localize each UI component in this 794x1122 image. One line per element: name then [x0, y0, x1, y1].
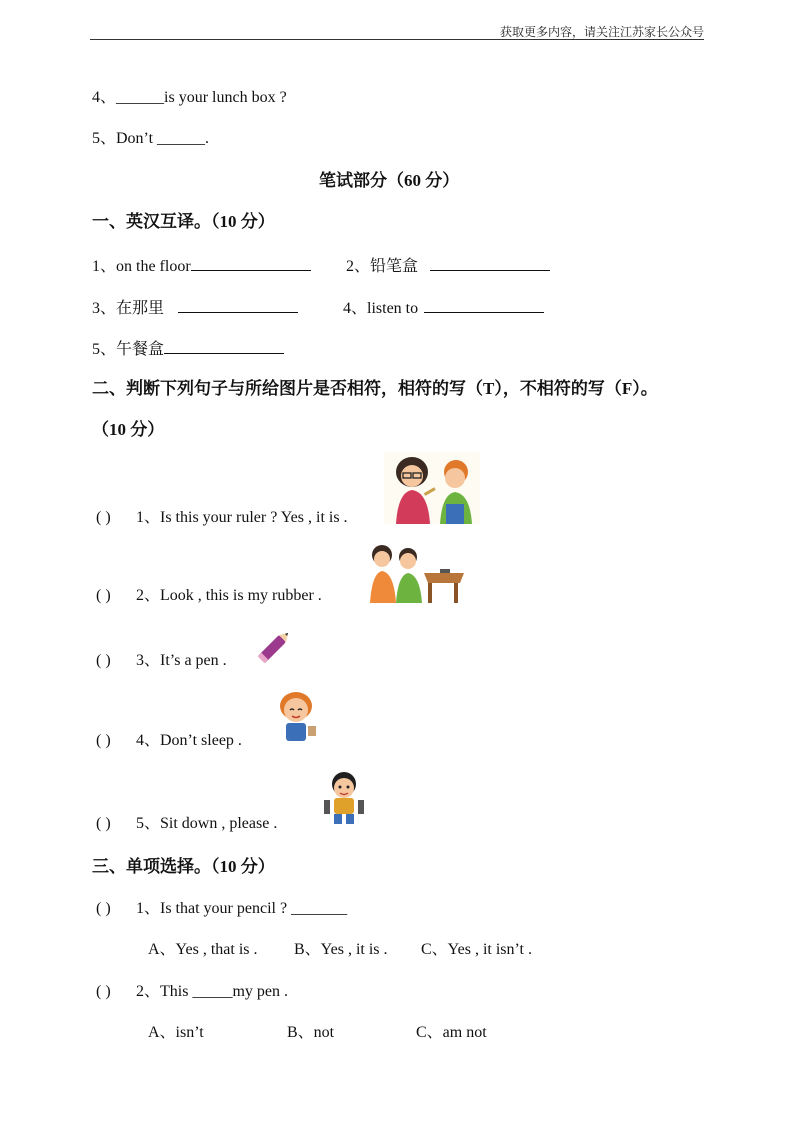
s3-q1	[96, 899, 347, 919]
s1-item-1-blank[interactable]	[191, 254, 311, 271]
s1-item-4-label: 4、listen to	[343, 300, 419, 317]
written-section-title: 笔试部分（60 分）	[319, 171, 460, 190]
s2-item-1-paren[interactable]: ( )	[96, 509, 111, 526]
q5-blank: ______	[157, 130, 206, 147]
s2-item-2-paren[interactable]: ( )	[96, 587, 111, 604]
s3-q1-paren[interactable]: ( )	[96, 900, 111, 917]
s1-item-2-blank[interactable]	[430, 254, 550, 271]
section2-title: 二、判断下列句子与所给图片是否相符，相符的写（T），不相符的写（F）。	[92, 379, 658, 398]
s2-item-3-text: 3、It’s a pen .	[136, 652, 227, 669]
q4-number: 4、	[92, 89, 117, 106]
s1-item-2	[346, 254, 550, 277]
s3-q1-option-b[interactable]: B、Yes , it is .	[294, 941, 388, 958]
s2-item-2-text: 2、Look , this is my rubber .	[136, 587, 322, 604]
listening-q4	[92, 88, 287, 108]
section2-title-cont: （10 分）	[92, 420, 165, 439]
s2-item-2	[96, 586, 322, 606]
s3-q2-option-c[interactable]: C、am not	[416, 1024, 487, 1041]
s3-q2-option-a[interactable]: A、isn’t	[148, 1024, 204, 1041]
s2-item-5	[96, 814, 277, 834]
s3-q1-text: 1、Is that your pencil ? _______	[136, 900, 348, 917]
pencil-icon	[252, 624, 296, 670]
s2-item-1	[96, 508, 348, 528]
s1-item-1	[92, 254, 311, 277]
q4-blank: ______	[116, 89, 165, 106]
s3-q2-paren[interactable]: ( )	[96, 983, 111, 1000]
s2-item-5-paren[interactable]: ( )	[96, 815, 111, 832]
sitting-boy-picture	[318, 770, 370, 826]
q5-number: 5、Don’t	[92, 130, 158, 147]
header-note: 获取更多内容，请关注江苏家长公众号	[499, 25, 704, 39]
s3-q1-option-c[interactable]: C、Yes , it isn’t .	[421, 941, 533, 958]
s2-item-3	[96, 651, 227, 671]
s2-item-4-text: 4、Don’t sleep .	[136, 732, 242, 749]
girl-and-boy-at-desk-picture	[366, 543, 466, 603]
s3-q2-text: 2、This _____my pen .	[136, 983, 288, 1000]
s3-q1-option-a[interactable]: A、Yes , that is .	[148, 941, 258, 958]
s2-item-5-text: 5、Sit down , please .	[136, 815, 278, 832]
s3-q2	[96, 982, 288, 1002]
s1-item-3-label: 3、在那里	[92, 300, 165, 317]
s1-item-4-blank[interactable]	[424, 296, 544, 313]
smiling-girl-picture	[272, 690, 324, 746]
s2-item-3-paren[interactable]: ( )	[96, 652, 111, 669]
section3-title: 三、单项选择。（10 分）	[92, 857, 275, 876]
s2-item-4-paren[interactable]: ( )	[96, 732, 111, 749]
header-rule	[90, 39, 704, 40]
s2-item-4	[96, 731, 242, 751]
q5-text: .	[205, 130, 210, 147]
q4-text: is your lunch box ?	[164, 89, 287, 106]
s1-item-5-blank[interactable]	[164, 337, 284, 354]
s1-item-1-label: 1、on the floor	[92, 258, 191, 275]
s1-item-3-blank[interactable]	[178, 296, 298, 313]
listening-q5	[92, 129, 209, 149]
s1-item-5-label: 5、午餐盒	[92, 341, 165, 358]
section1-title: 一、英汉互译。（10 分）	[92, 212, 275, 231]
s1-item-4	[343, 296, 544, 319]
s1-item-5	[92, 337, 284, 360]
s2-item-1-text: 1、Is this your ruler ? Yes , it is .	[136, 509, 348, 526]
s3-q2-option-b[interactable]: B、not	[287, 1024, 335, 1041]
s1-item-2-label: 2、铅笔盒	[346, 258, 419, 275]
teacher-and-boy-picture	[384, 452, 480, 524]
s1-item-3	[92, 296, 298, 319]
